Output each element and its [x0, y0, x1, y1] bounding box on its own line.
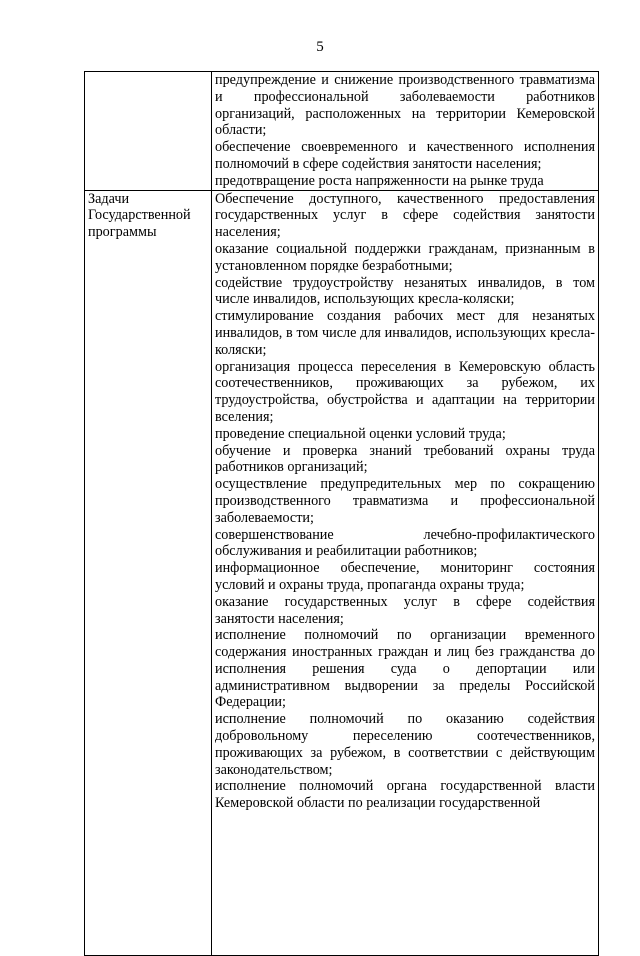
list-item: исполнение полномочий по оказанию содействия добровольному переселению соотечественников, проживающих за рубежом, в соответствии с действующим законодательством; [215, 711, 595, 778]
list-item: исполнение полномочий органа государственной власти Кемеровской области по реализации государственной [215, 778, 595, 812]
row-content-cell [212, 72, 599, 191]
list-item: исполнение полномочий по организации временного содержания иностранных граждан и лиц без гражданства до исполнения решения суда о депортации или административном выдворении за пределы Российской Федерации; [215, 627, 595, 711]
row-label-program-tasks: Задачи Государственной программы [88, 190, 191, 241]
program-passport-table [84, 71, 599, 956]
list-item: обеспечение своевременного и качественного исполнения полномочий в сфере содействия занятости населения; [215, 139, 595, 172]
list-item: оказание государственных услуг в сфере содействия занятости населения; [215, 593, 595, 627]
row-content-cell [212, 190, 599, 955]
list-item: совершенствование лечебно-профилактического обслуживания и реабилитации работников; [215, 526, 595, 560]
list-item: Обеспечение доступного, качественного предоставления государственных услуг в сфере содействия занятости населения; [215, 190, 595, 241]
table-row-program-tasks [85, 190, 599, 955]
list-item: оказание социальной поддержки гражданам, признанным в установленном порядке безработными; [215, 240, 595, 274]
table-row-goals-continued [85, 72, 599, 191]
row-label-cell [85, 190, 212, 955]
list-item: обучение и проверка знаний требований охраны труда работников организаций; [215, 442, 595, 476]
list-item: проведение специальной оценки условий труда; [215, 425, 506, 442]
list-item: информационное обеспечение, мониторинг состояния условий и охраны труда, пропаганда охраны труда; [215, 560, 595, 593]
page-number: 5 [316, 39, 324, 55]
list-item: предотвращение роста напряженности на рынке труда [215, 172, 544, 189]
row-label-cell [85, 72, 212, 191]
list-item: содействие трудоустройству незанятых инвалидов, в том числе инвалидов, использующих кресла-коляски; [215, 274, 595, 308]
list-item: стимулирование создания рабочих мест для незанятых инвалидов, в том числе для инвалидов, использующих кресла-коляски; [215, 308, 595, 358]
list-item: предупреждение и снижение производственного травматизма и профессиональной заболеваемости работников организаций, расположенных на территории Кемеровской области; [215, 72, 595, 139]
list-item: осуществление предупредительных мер по сокращению производственного травматизма и профессиональной заболеваемости; [215, 476, 595, 526]
list-item: организация процесса переселения в Кемеровскую область соотечественников, проживающих за рубежом, их трудоустройства, обустройства и адаптации на территории вселения; [215, 358, 595, 425]
